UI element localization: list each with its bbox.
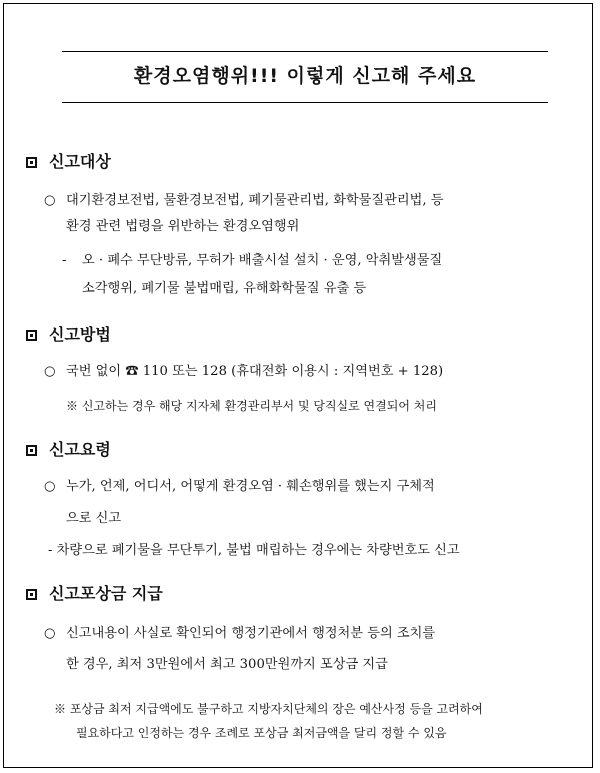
method-item-line [44,361,443,383]
title-bottom-rule [62,102,548,103]
circle-bullet-icon: ○ [44,626,56,641]
reward-item-line2: 한 경우, 최저 3만원에서 최고 300만원까지 포상금 지급 [66,657,388,672]
target-sub-line2: 소각행위, 폐기물 불법매립, 유해화학물질 유출 등 [82,281,367,296]
reward-note-line2: 필요하다고 인정하는 경우 조례로 포상금 최저금액을 달리 정할 수 있음 [76,726,447,740]
page-title: 환경오염행위!!! 이렇게 신고해 주세요 [133,65,477,87]
reward-note-line1: ※ 포상금 최저 지급액에도 불구하고 지방자치단체의 장은 예산사정 등을 고려하여 [54,702,483,716]
target-sub-text1: 오 · 폐수 무단방류, 무허가 배출시설 설치 · 운영, 악취발생물질 [82,253,443,268]
section-heading-target [26,150,111,174]
square-bullet-icon [26,589,37,600]
section-heading-text: 신고포상금 지급 [49,584,163,603]
guide-item-line2: 으로 신고 [66,511,122,526]
method-note: ※ 신고하는 경우 해당 지자체 환경관리부서 및 당직실로 연결되어 처리 [66,399,437,413]
guide-sub-line: - 차량으로 폐기물을 무단투기, 불법 매립하는 경우에는 차량번호도 신고 [48,543,460,558]
method-item-post: 110 또는 128 (휴대전화 이용시 : 지역번호 + 128) [142,364,444,379]
square-bullet-icon [26,330,37,341]
section-heading-text: 신고대상 [49,152,111,171]
section-heading-text: 신고요령 [49,440,111,459]
section-heading-method [26,323,111,347]
reward-item-line1 [44,623,435,645]
circle-bullet-icon: ○ [44,193,56,208]
notice-page [3,3,593,768]
target-sub-line1 [62,250,442,272]
target-item-line1 [44,190,444,212]
guide-item-line1 [44,476,435,498]
dash-marker: - [62,253,67,268]
section-heading-guide [26,438,111,462]
target-item-text1: 대기환경보전법, 물환경보전법, 폐기물관리법, 화학물질관리법, 등 [66,193,444,208]
target-item-line2: 환경 관련 법령을 위반하는 환경오염행위 [66,219,300,234]
reward-item-text1: 신고내용이 사실로 확인되어 행정기관에서 행정처분 등의 조치를 [66,626,436,641]
section-heading-reward [26,582,163,606]
circle-bullet-icon: ○ [44,364,56,379]
circle-bullet-icon: ○ [44,479,56,494]
method-item-pre: 국번 없이 [66,364,122,379]
square-bullet-icon [26,157,37,168]
square-bullet-icon [26,445,37,456]
section-heading-text: 신고방법 [49,325,111,344]
title-top-rule [62,51,548,52]
phone-icon: ☎ [125,364,139,379]
guide-item-text1: 누가, 언제, 어디서, 어떻게 환경오염 · 훼손행위를 했는지 구체적 [66,479,435,494]
